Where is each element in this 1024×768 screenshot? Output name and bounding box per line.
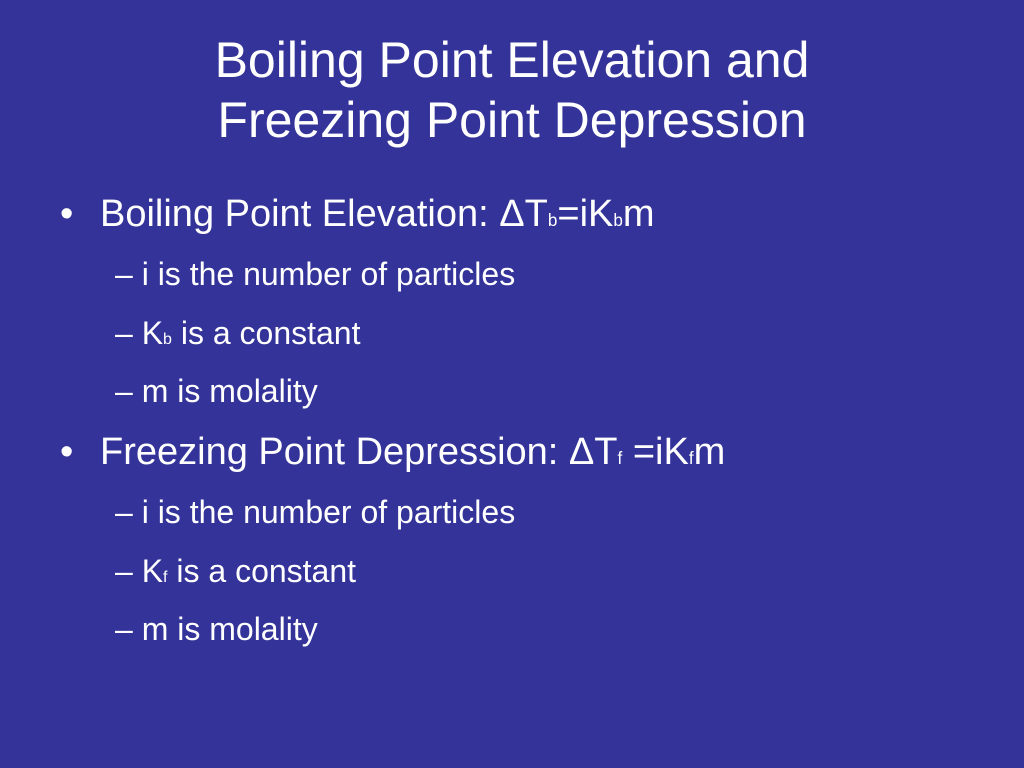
boiling-eq: =iK [557,193,614,235]
boiling-label: Boiling Point Elevation: [100,193,500,235]
item-sub: b [163,331,172,348]
bullet-boiling-point-elevation [60,192,655,243]
item-text: is a constant [167,553,357,589]
bullet-freezing-point-depression [60,430,725,481]
title-line-2: Freezing Point Depression [217,92,807,148]
item-text: i is the number of particles [141,256,516,292]
freezing-sub-1: f [617,449,623,468]
title-line-1: Boiling Point Elevation and [214,32,810,88]
freezing-sub-2: f [688,449,694,468]
boiling-item-3 [115,372,318,410]
boiling-tail: m [622,193,655,235]
boiling-sub-1: b [547,211,558,230]
dash-icon: – [115,373,142,409]
bullet-icon: • [60,431,74,473]
item-text: is a constant [171,315,361,351]
item-sub: f [163,569,168,586]
freezing-delta: ΔT [568,431,618,473]
bullet-icon: • [60,193,74,235]
boiling-item-1 [115,255,515,293]
item-text: i is the number of particles [141,494,516,530]
freezing-item-3 [115,610,318,648]
boiling-sub-2: b [613,211,623,230]
item-pre: K [141,553,164,589]
boiling-item-2 [115,314,360,359]
dash-icon: – [115,494,142,530]
item-text: m is molality [141,373,318,409]
dash-icon: – [115,256,142,292]
freezing-tail: m [693,431,726,473]
dash-icon: – [115,611,142,647]
item-pre: K [141,315,164,351]
dash-icon: – [115,315,142,351]
freezing-label: Freezing Point Depression: [100,431,569,473]
boiling-delta: ΔT [499,193,548,235]
freezing-item-1 [115,493,515,531]
freezing-item-2 [115,552,356,597]
freezing-eq: =iK [622,431,689,473]
item-text: m is molality [141,611,318,647]
dash-icon: – [115,553,142,589]
